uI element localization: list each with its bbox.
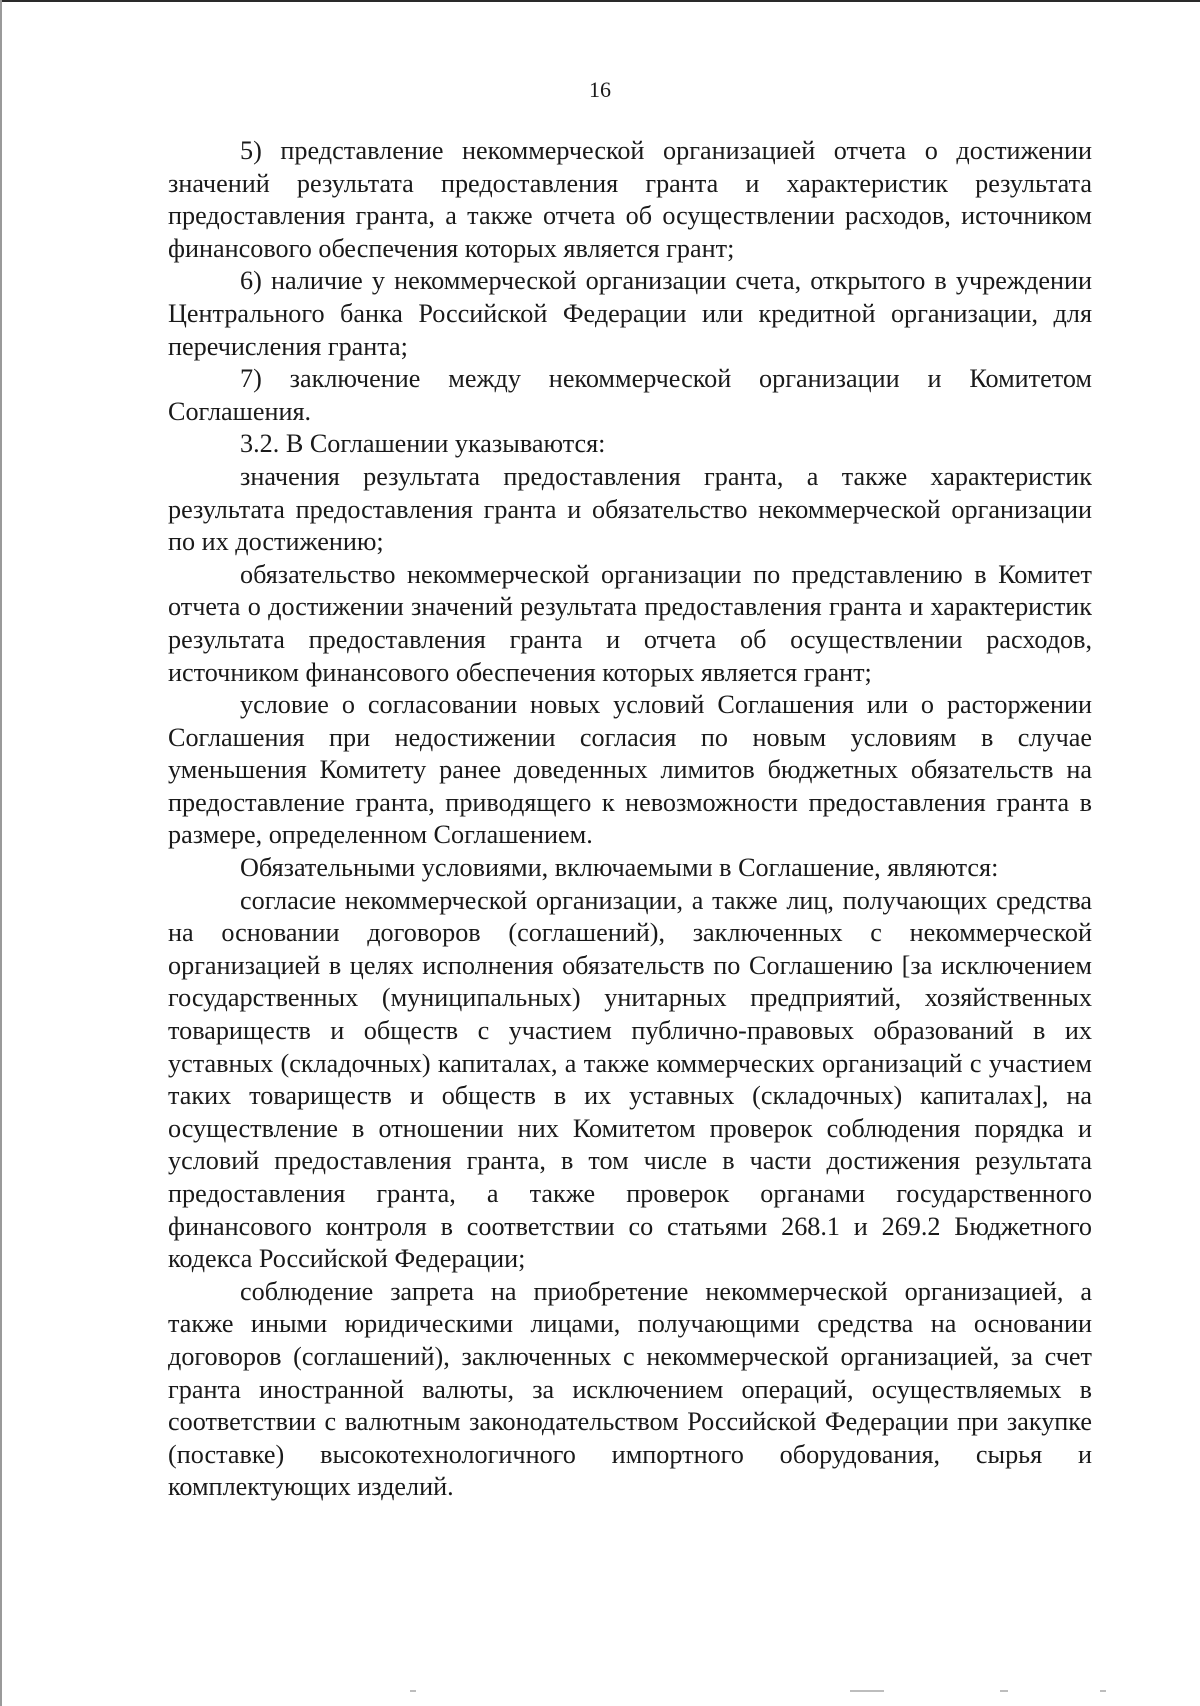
paragraph-currency-ban: соблюдение запрета на приобретение некоммерческой организацией, а также иными юридическими лицами, получающими средства на основании договоров (соглашений), заключенных с некоммерческой организацией, за счет гранта иностранной валюты, за исключением операций, осуществляемых в соответствии с валютным законодательством Российской Федерации при закупке (поставке) высокотехнологичного импортного оборудования, сырья и комплектующих изделий.	[168, 1276, 1092, 1502]
page-number: 16	[589, 77, 611, 102]
paragraph-consent-inspections: согласие некоммерческой организации, а также лиц, получающих средства на основании договоров (соглашений), заключенных с некоммерческой организацией в целях исполнения обязательств по Соглашению [за исключением государственных (муниципальных) унитарных предприятий, хозяйственных товариществ и обществ с участием публично-правовых образований в их уставных (складочных) капиталах, а также коммерческих организаций с участием таких товариществ и обществ в их уставных (складочных) капиталах], на осуществление в отношении них Комитетом проверок соблюдения порядка и условий предоставления гранта, в том числе в части достижения результата предоставления гранта, а также проверок органами государственного финансового контроля в соответствии со статьями 268.1 и 269.2 Бюджетного кодекса Российской Федерации;	[168, 885, 1092, 1274]
scan-bottom-artifacts	[0, 1690, 1200, 1698]
section-heading-3-2: 3.2. В Соглашении указываются:	[240, 429, 606, 459]
paragraph-mandatory-conditions: Обязательными условиями, включаемыми в Соглашение, являются:	[240, 853, 999, 883]
paragraph-terms-condition: условие о согласовании новых условий Соглашения или о расторжении Соглашения при недостижении согласия по новым условиям в случае уменьшения Комитету ранее доведенных лимитов бюджетных обязательств на предоставление гранта, приводящего к невозможности предоставления гранта в размере, определенном Соглашением.	[168, 690, 1092, 850]
paragraph-item-5: 5) представление некоммерческой организацией отчета о достижении значений результата предоставления гранта и характеристик результата предоставления гранта, а также отчета об осуществлении расходов, источником финансового обеспечения которых является грант;	[168, 136, 1092, 263]
document-body	[168, 135, 1092, 1504]
paragraph-result-values: значения результата предоставления гранта, а также характеристик результата предоставления гранта и обязательство некоммерческой организации по их достижению;	[168, 461, 1092, 557]
paragraph-item-6: 6) наличие у некоммерческой организации счета, открытого в учреждении Центрального банка Российской Федерации или кредитной организации, для перечисления гранта;	[168, 266, 1092, 361]
scan-left-edge	[0, 0, 2, 1706]
paragraph-item-7: 7) заключение между некоммерческой организации и Комитетом Соглашения.	[168, 364, 1092, 426]
scan-top-edge	[0, 0, 1200, 2]
paragraph-reporting-obligation: обязательство некоммерческой организации по представлению в Комитет отчета о достижении значений результата предоставления гранта и характеристик результата предоставления гранта и отчета об осуществлении расходов, источником финансового обеспечения которых является грант;	[168, 559, 1092, 687]
